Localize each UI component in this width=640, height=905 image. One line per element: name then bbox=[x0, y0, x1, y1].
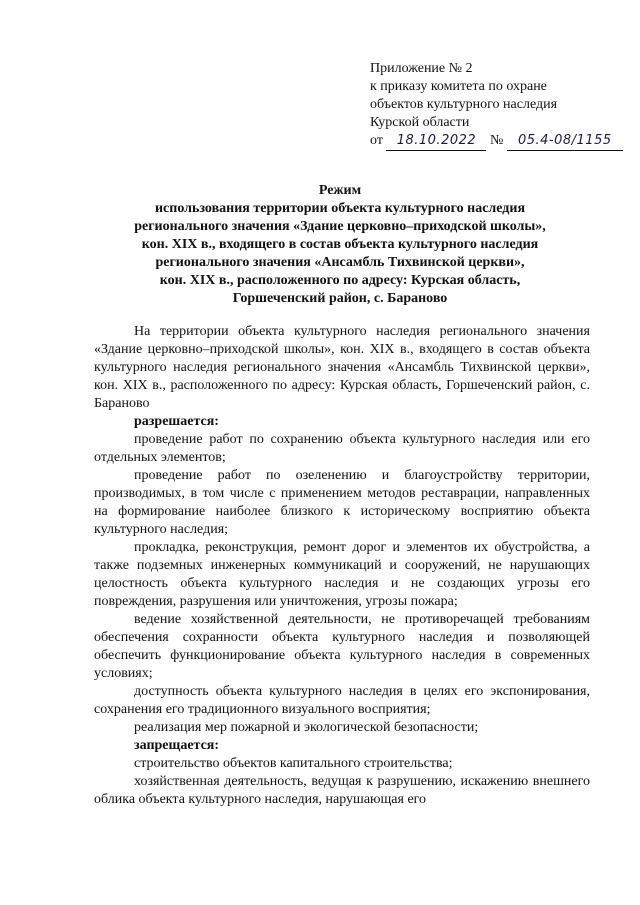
forbidden-item: строительство объектов капитального строительства; bbox=[134, 756, 453, 771]
document-body bbox=[94, 323, 590, 809]
date-prefix: от bbox=[370, 133, 383, 148]
appendix-title: Приложение № 2 bbox=[370, 61, 473, 76]
allowed-item: доступность объекта культурного наследия в целях его экспонирования, сохранения его традиционного визуального восприятия; bbox=[94, 684, 590, 717]
allowed-label: разрешается: bbox=[134, 414, 219, 429]
intro-paragraph: На территории объекта культурного наследия регионального значения «Здание церковно–приходской школы», кон. XIX в., входящего в состав объекта культурного наследия регионального значения «Ансамбль Тихвинской церкви», кон. XIX в., расположенного по адресу: Курская область, Горшеченский район, с. Бараново bbox=[94, 324, 590, 411]
number-prefix: № bbox=[489, 133, 504, 148]
allowed-item: реализация мер пожарной и экологической безопасности; bbox=[134, 720, 479, 735]
title-line: кон. XIX в., входящего в состав объекта культурного наследия bbox=[141, 237, 539, 252]
allowed-item: прокладка, реконструкция, ремонт дорог и элементов их обустройства, а также подземных инженерных коммуникаций и сооружений, не нарушающих целостность объекта культурного наследия и не создающих угрозы его повреждения, разрушения или уничтожения, угрозы пожара; bbox=[94, 540, 590, 609]
title-line: регионального значения «Здание церковно–приходской школы», bbox=[134, 219, 546, 234]
order-date: 18.10.2022 bbox=[386, 132, 486, 151]
appendix-block bbox=[370, 60, 630, 151]
allowed-item: проведение работ по озеленению и благоустройству территории, производимых, в том числе с применением методов реставрации, направленных на формирование наиболее близкого к историческому восприятию объекта культурного наследия; bbox=[94, 468, 590, 537]
title-line: кон. XIX в., расположенного по адресу: Курская область, bbox=[159, 273, 521, 288]
title-line: регионального значения «Ансамбль Тихвинской церкви», bbox=[155, 255, 525, 270]
title-heading: Режим bbox=[318, 183, 362, 198]
order-number: 05.4-08/1155 bbox=[507, 132, 623, 151]
appendix-line-2: объектов культурного наследия bbox=[370, 97, 558, 112]
forbidden-item: хозяйственная деятельность, ведущая к разрушению, искажению внешнего облика объекта культурного наследия, нарушающая его bbox=[94, 774, 590, 807]
title-line: использования территории объекта культурного наследия bbox=[154, 201, 526, 216]
allowed-item: ведение хозяйственной деятельности, не противоречащей требованиям обеспечения сохранности объекта культурного наследия и позволяющей обеспечить функционирование объекта культурного наследия в современных условиях; bbox=[94, 612, 590, 681]
allowed-item: проведение работ по сохранению объекта культурного наследия или его отдельных элементов; bbox=[94, 432, 590, 465]
title-line: Горшеченский район, с. Бараново bbox=[232, 291, 448, 306]
forbidden-label: запрещается: bbox=[134, 738, 220, 753]
document-title bbox=[90, 182, 590, 308]
appendix-date-line bbox=[370, 132, 630, 151]
appendix-line-1: к приказу комитета по охране bbox=[370, 79, 547, 94]
appendix-line-3: Курской области bbox=[370, 115, 470, 130]
